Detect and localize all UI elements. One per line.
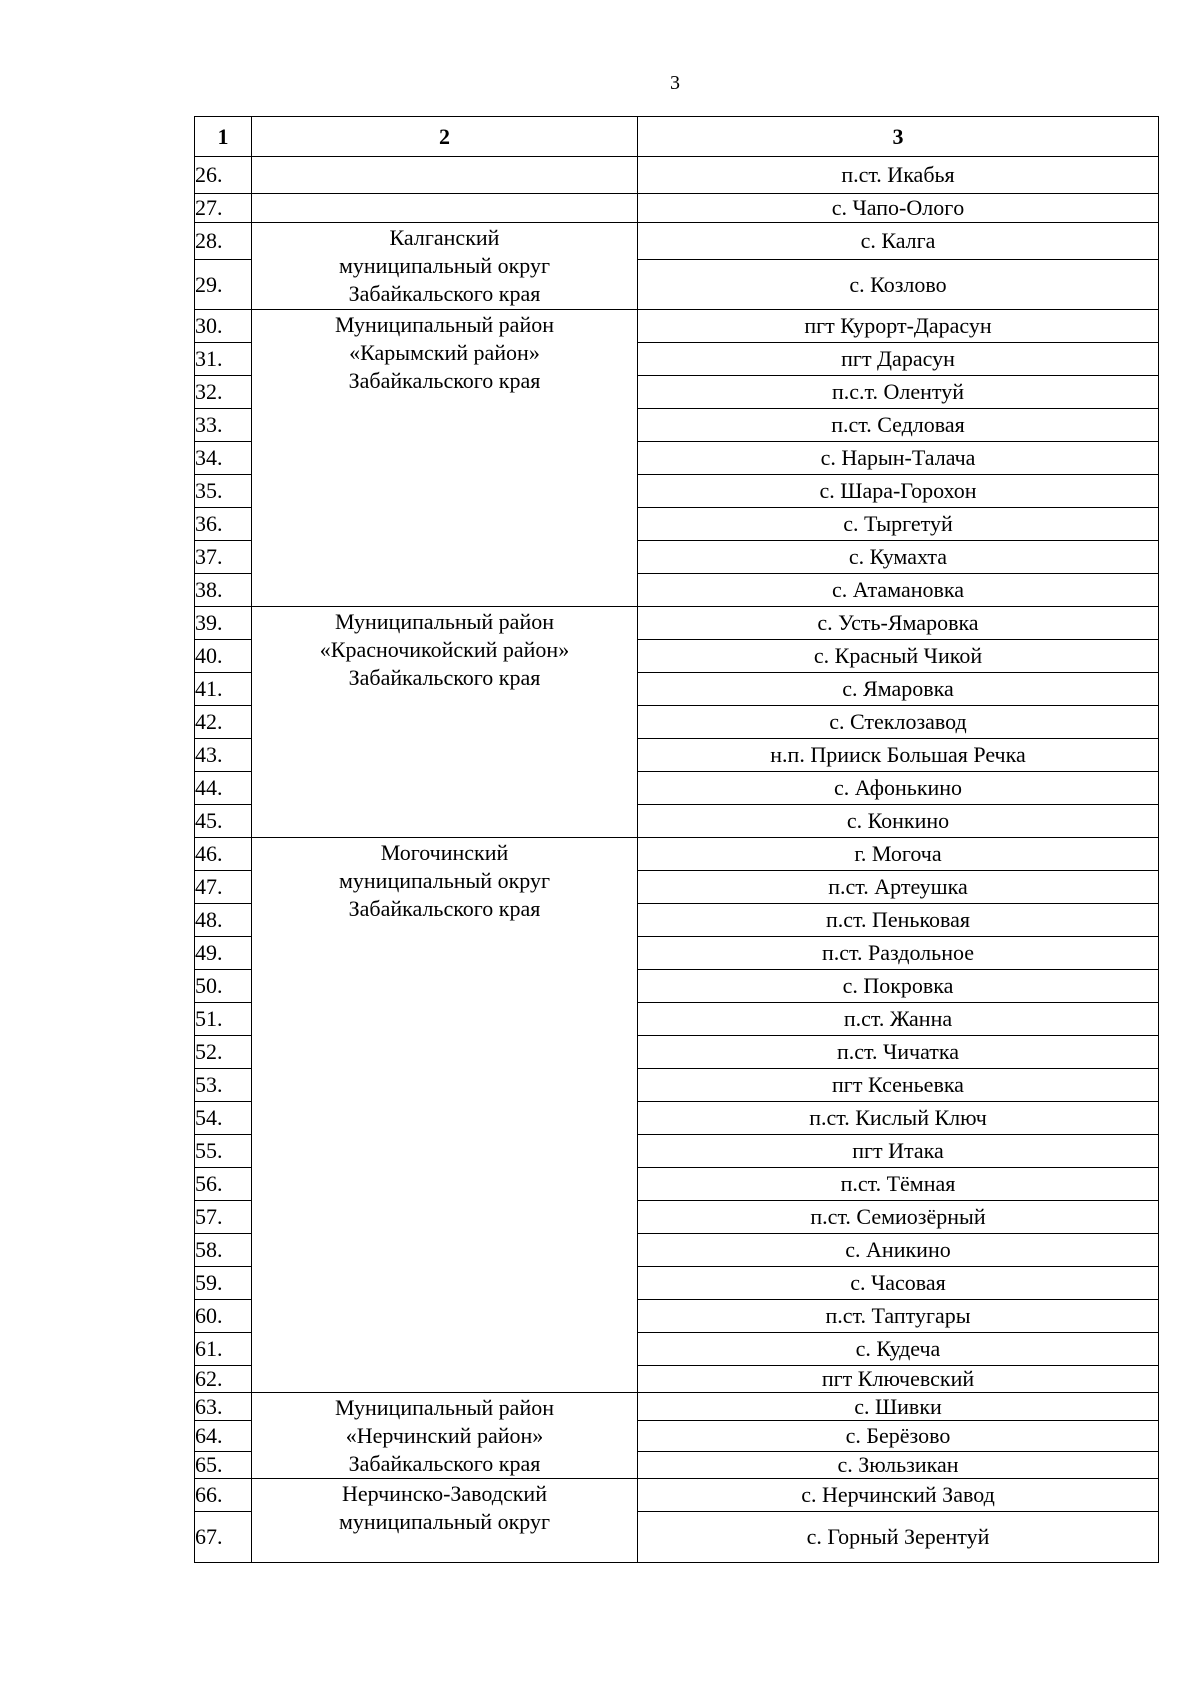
district-cell [252, 1393, 638, 1479]
settlement-cell: с. Атамановка [638, 574, 1159, 607]
settlement-cell: с. Калга [638, 223, 1159, 260]
row-number: 39. [195, 607, 252, 640]
district-cell [252, 1479, 638, 1563]
settlement-cell: с. Покровка [638, 970, 1159, 1003]
table-row [195, 1393, 1159, 1421]
row-number: 29. [195, 260, 252, 310]
district-line: «Красночикойский район» [319, 637, 570, 662]
table-header-row [195, 117, 1159, 157]
settlement-cell: с. Тыргетуй [638, 508, 1159, 541]
settlement-cell: с. Афонькино [638, 772, 1159, 805]
district-line: Муниципальный район [335, 312, 554, 337]
header-cell-settlement: 3 [638, 117, 1159, 157]
row-number: 26. [195, 157, 252, 194]
row-number: 62. [195, 1366, 252, 1393]
row-number: 50. [195, 970, 252, 1003]
settlements-table [194, 116, 1159, 1563]
row-number: 46. [195, 838, 252, 871]
settlement-cell: п.ст. Седловая [638, 409, 1159, 442]
district-line: «Карымский район» [349, 340, 540, 365]
settlement-cell: с. Аникино [638, 1234, 1159, 1267]
district-cell [252, 194, 638, 223]
row-number: 65. [195, 1451, 252, 1478]
row-number: 33. [195, 409, 252, 442]
settlement-cell: п.ст. Икабья [638, 157, 1159, 194]
row-number: 32. [195, 376, 252, 409]
row-number: 37. [195, 541, 252, 574]
row-number: 49. [195, 937, 252, 970]
settlement-cell: п.ст. Раздольное [638, 937, 1159, 970]
district-line: Забайкальского края [348, 368, 541, 393]
district-line: муниципальный округ [338, 253, 550, 278]
settlement-cell: с. Конкино [638, 805, 1159, 838]
district-line: Нерчинско-Заводский [342, 1481, 547, 1506]
settlement-cell: пгт Дарасун [638, 343, 1159, 376]
table-row [195, 223, 1159, 260]
district-cell [252, 157, 638, 194]
settlement-cell: п.с.т. Олентуй [638, 376, 1159, 409]
district-line: Забайкальского края [348, 896, 541, 921]
settlement-cell: с. Кудеча [638, 1333, 1159, 1366]
settlement-cell: с. Шара-Горохон [638, 475, 1159, 508]
settlement-cell: с. Берёзово [638, 1421, 1159, 1451]
row-number: 31. [195, 343, 252, 376]
row-number: 52. [195, 1036, 252, 1069]
district-cell [252, 838, 638, 1393]
table-row [195, 607, 1159, 640]
district-line: Забайкальского края [348, 665, 541, 690]
district-line: Забайкальского края [348, 1451, 541, 1476]
row-number: 67. [195, 1512, 252, 1563]
row-number: 57. [195, 1201, 252, 1234]
page-number: 3 [670, 72, 680, 94]
row-number: 58. [195, 1234, 252, 1267]
row-number: 64. [195, 1421, 252, 1451]
row-number: 42. [195, 706, 252, 739]
row-number: 63. [195, 1393, 252, 1421]
settlement-cell: пгт Курорт-Дарасун [638, 310, 1159, 343]
settlement-cell: с. Усть-Ямаровка [638, 607, 1159, 640]
district-line: «Нерчинский район» [345, 1423, 544, 1448]
district-line: Муниципальный район [335, 1395, 554, 1420]
district-cell [252, 310, 638, 607]
header-cell-district: 2 [252, 117, 638, 157]
settlement-cell: пгт Ключевский [638, 1366, 1159, 1393]
table-body [195, 157, 1159, 1563]
settlement-cell: пгт Ксеньевка [638, 1069, 1159, 1102]
row-number: 55. [195, 1135, 252, 1168]
settlement-cell: с. Часовая [638, 1267, 1159, 1300]
table-row [195, 194, 1159, 223]
row-number: 66. [195, 1479, 252, 1512]
row-number: 48. [195, 904, 252, 937]
settlement-cell: п.ст. Жанна [638, 1003, 1159, 1036]
district-line: Муниципальный район [335, 609, 554, 634]
row-number: 54. [195, 1102, 252, 1135]
row-number: 44. [195, 772, 252, 805]
row-number: 34. [195, 442, 252, 475]
row-number: 56. [195, 1168, 252, 1201]
row-number: 60. [195, 1300, 252, 1333]
table-row [195, 838, 1159, 871]
row-number: 40. [195, 640, 252, 673]
district-cell [252, 223, 638, 310]
district-line: Калганский [389, 225, 500, 250]
district-line: Могочинский [380, 840, 509, 865]
settlement-cell: с. Нерчинский Завод [638, 1479, 1159, 1512]
row-number: 43. [195, 739, 252, 772]
settlement-cell: с. Зюльзикан [638, 1451, 1159, 1478]
settlement-cell: с. Стеклозавод [638, 706, 1159, 739]
row-number: 59. [195, 1267, 252, 1300]
settlement-cell: с. Горный Зерентуй [638, 1512, 1159, 1563]
settlement-cell: с. Чапо-Ологo [638, 194, 1159, 223]
settlement-cell: г. Могоча [638, 838, 1159, 871]
settlement-cell: с. Кумахта [638, 541, 1159, 574]
row-number: 47. [195, 871, 252, 904]
settlement-cell: п.ст. Кислый Ключ [638, 1102, 1159, 1135]
row-number: 53. [195, 1069, 252, 1102]
settlement-cell: п.ст. Семиозёрный [638, 1201, 1159, 1234]
settlement-cell: п.ст. Пеньковая [638, 904, 1159, 937]
settlement-cell: с. Ямаровка [638, 673, 1159, 706]
settlement-cell: п.ст. Чичатка [638, 1036, 1159, 1069]
row-number: 51. [195, 1003, 252, 1036]
settlement-cell: пгт Итака [638, 1135, 1159, 1168]
settlement-cell: п.ст. Таптугары [638, 1300, 1159, 1333]
row-number: 61. [195, 1333, 252, 1366]
settlement-cell: п.ст. Артеушка [638, 871, 1159, 904]
row-number: 41. [195, 673, 252, 706]
row-number: 28. [195, 223, 252, 260]
table-row [195, 1479, 1159, 1512]
settlement-cell: с. Шивки [638, 1393, 1159, 1421]
row-number: 36. [195, 508, 252, 541]
district-cell [252, 607, 638, 838]
row-number: 35. [195, 475, 252, 508]
district-line: муниципальный округ [338, 1509, 550, 1534]
table-row [195, 157, 1159, 194]
table-row [195, 310, 1159, 343]
row-number: 30. [195, 310, 252, 343]
header-cell-number: 1 [195, 117, 252, 157]
settlement-cell: с. Красный Чикой [638, 640, 1159, 673]
settlement-cell: с. Козлово [638, 260, 1159, 310]
settlement-cell: с. Нарын-Талача [638, 442, 1159, 475]
district-line: Забайкальского края [348, 281, 541, 306]
settlement-cell: п.ст. Тёмная [638, 1168, 1159, 1201]
settlement-cell: н.п. Прииск Большая Речка [638, 739, 1159, 772]
district-line: муниципальный округ [338, 868, 550, 893]
row-number: 38. [195, 574, 252, 607]
row-number: 27. [195, 194, 252, 223]
row-number: 45. [195, 805, 252, 838]
